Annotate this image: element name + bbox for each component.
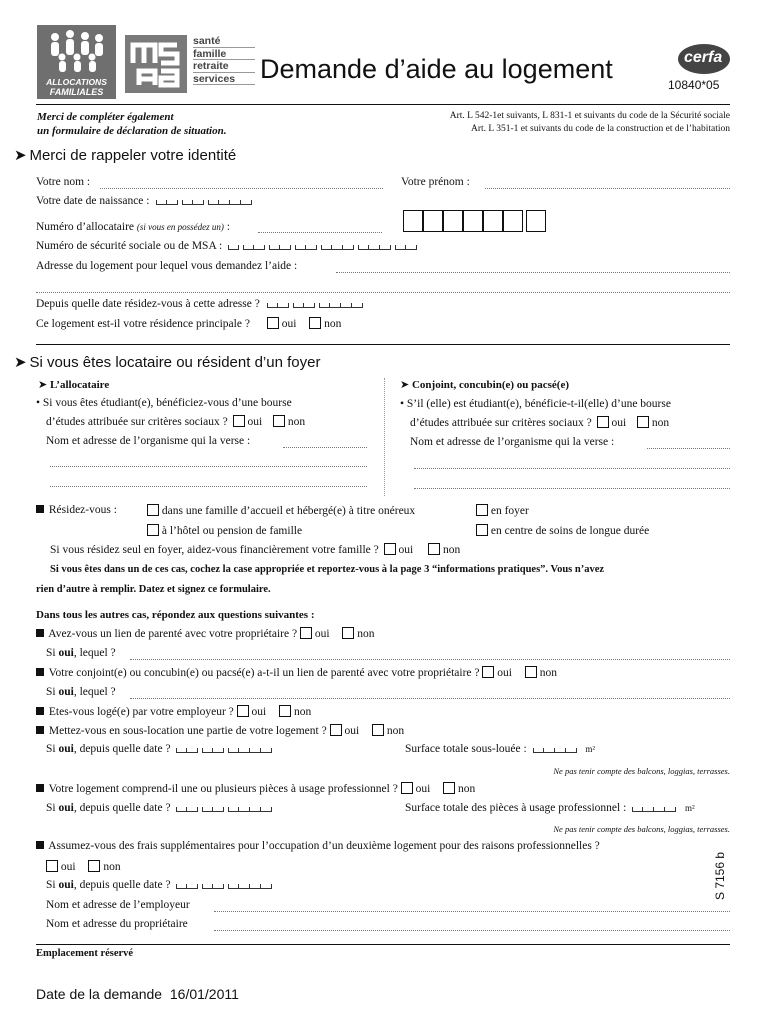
msa-letters-icon (125, 35, 187, 93)
bourse-non-checkbox[interactable] (273, 415, 285, 427)
depuis-label: Depuis quelle date résidez-vous à cette adresse ? (36, 298, 363, 311)
secu-label: Numéro de sécurité sociale ou de MSA : (36, 240, 417, 253)
nom-proprietaire-label: Nom et adresse du propriétaire (46, 918, 188, 930)
bullet-square-icon (36, 726, 44, 734)
caf-logo-text: FAMILIALES (49, 87, 104, 97)
parente-lequel-field[interactable] (130, 659, 730, 660)
note-line: Merci de compléter également (37, 111, 174, 123)
arrow-right-icon: ➤ (14, 353, 27, 371)
adresse-label: Adresse du logement pour lequel vous demandez l’aide : (36, 260, 298, 272)
conjoint-bourse-oui-checkbox[interactable] (597, 416, 609, 428)
q-parente: Avez-vous un lien de parenté avec votre propriétaire ? oui non (36, 627, 375, 640)
pro-date: Si oui, depuis quelle date ? (46, 802, 272, 815)
parente-lequel: Si oui, lequel ? (46, 647, 116, 659)
divider (36, 104, 730, 105)
q-pro: Votre logement comprend-il une ou plusieurs pièces à usage professionnel ? oui non (36, 782, 475, 795)
organisme-field-3[interactable] (50, 486, 367, 487)
conjoint-lequel-field[interactable] (130, 698, 730, 699)
adresse-field[interactable] (336, 272, 730, 273)
instruction-bold: rien d’autre à remplir. Datez et signez ce formulaire. (36, 584, 271, 595)
conjoint-bourse-question: • S’il (elle) est étudiant(e), bénéficie-t-il(elle) d’une bourse (400, 398, 671, 410)
nom-label: Votre nom : (36, 176, 91, 188)
surface-pro-field[interactable] (632, 803, 676, 815)
principale-row: Ce logement est-il votre résidence principale ? oui non (36, 318, 342, 330)
column-divider (384, 378, 385, 496)
allocataire-label: Numéro d’allocataire (si vous en possédez un) : (36, 221, 230, 233)
emplacement-reserve: Emplacement réservé (36, 948, 134, 959)
pro-non-checkbox[interactable] (443, 782, 455, 794)
frais-non-checkbox[interactable] (88, 860, 100, 872)
bourse-question-2: d’études attribuée sur critères sociaux ? oui non (46, 416, 306, 428)
section-heading-identity: ➤ Merci de rappeler votre identité (14, 146, 237, 164)
cerfa-number: 10840*05 (668, 78, 720, 92)
instruction-bold: Si vous êtes dans un de ces cas, cochez la case appropriée et reportez-vous à la page 3 “informations pratiques”. Vous n’avez (50, 564, 605, 575)
note-balcons: Ne pas tenir compte des balcons, loggias, terrasses. (553, 824, 730, 834)
souslocation-date-field[interactable] (176, 744, 272, 756)
divider (36, 344, 730, 345)
organisme-field[interactable] (283, 447, 367, 448)
q-frais: Assumez-vous des frais supplémentaires pour l’occupation d’un deuxième logement pour des raisons professionnelles ? (36, 840, 600, 852)
foyer-checkbox[interactable] (476, 504, 488, 516)
pro-date-field[interactable] (176, 803, 272, 815)
form-code: S 7156 b (713, 851, 727, 900)
allocataire-dots (258, 232, 382, 233)
seul-foyer-oui-checkbox[interactable] (384, 543, 396, 555)
bullet-square-icon (36, 629, 44, 637)
opt-famille: dans une famille d’accueil et hébergé(e) à titre onéreux (147, 504, 415, 517)
depuis-date-field[interactable] (267, 299, 363, 311)
section-heading-locataire: ➤ Si vous êtes locataire ou résident d’un foyer (14, 353, 321, 371)
bourse-oui-checkbox[interactable] (233, 415, 245, 427)
employeur-non-checkbox[interactable] (279, 705, 291, 717)
bullet-square-icon (36, 668, 44, 676)
note-balcons: Ne pas tenir compte des balcons, loggias, terrasses. (553, 766, 730, 776)
conjoint-lequel: Si oui, lequel ? (46, 686, 116, 698)
soins-checkbox[interactable] (476, 524, 488, 536)
seul-foyer-row: Si vous résidez seul en foyer, aidez-vous financièrement votre famille ? oui non (50, 544, 461, 556)
conjoint-bourse-question-2: d’études attribuée sur critères sociaux ? oui non (410, 417, 670, 429)
q-souslocation: Mettez-vous en sous-location une partie de votre logement ? oui non (36, 724, 404, 737)
bourse-question: • Si vous êtes étudiant(e), bénéficiez-vous d’une bourse (36, 397, 292, 409)
bullet-square-icon (36, 707, 44, 715)
prenom-label: Votre prénom : (401, 176, 470, 188)
organisme-label: Nom et adresse de l’organisme qui la verse : (46, 435, 251, 447)
caf-logo-text: ALLOCATIONS (46, 77, 107, 87)
autres-cas-heading: Dans tous les autres cas, répondez aux questions suivantes : (36, 609, 315, 621)
msa-word: santé (193, 35, 255, 48)
famille-accueil-checkbox[interactable] (147, 504, 159, 516)
legal-ref: Art. L 542-1et suivants, L 831-1 et suivants du code de la Sécurité sociale (449, 111, 730, 121)
date-demande: Date de la demande 16/01/2011 (36, 986, 239, 1002)
secu-field[interactable] (228, 241, 417, 253)
conjoint-heading: ➤ Conjoint, concubin(e) ou pacsé(e) (400, 378, 570, 391)
legal-ref: Art. L 351-1 et suivants du code de la construction et de l’habitation (471, 124, 730, 134)
arrow-right-icon: ➤ (38, 378, 48, 391)
q-employeur: Etes-vous logé(e) par votre employeur ? oui non (36, 705, 311, 718)
page-title: Demande d’aide au logement (260, 54, 613, 84)
nom-employeur-label: Nom et adresse de l’employeur (46, 899, 190, 911)
arrow-right-icon: ➤ (14, 146, 27, 164)
conjoint-organisme-field-2[interactable] (414, 468, 730, 469)
seul-foyer-non-checkbox[interactable] (428, 543, 440, 555)
arrow-right-icon: ➤ (400, 378, 410, 391)
frais-date: Si oui, depuis quelle date ? (46, 879, 272, 892)
cerfa-logo: cerfa (678, 44, 730, 74)
note-line: un formulaire de déclaration de situation. (37, 125, 227, 137)
msa-word: services (193, 73, 255, 86)
prenom-field[interactable] (485, 188, 730, 189)
msa-words (193, 35, 255, 85)
surface-souslouee-field[interactable] (533, 744, 577, 756)
employeur-oui-checkbox[interactable] (237, 705, 249, 717)
msa-word: famille (193, 48, 255, 61)
opt-soins: en centre de soins de longue durée (476, 524, 649, 537)
nom-employeur-field[interactable] (214, 911, 730, 912)
organisme-field-2[interactable] (50, 466, 367, 467)
opt-hotel: à l’hôtel ou pension de famille (147, 524, 302, 537)
frais-options: oui non (46, 860, 121, 873)
pro-oui-checkbox[interactable] (401, 782, 413, 794)
divider (36, 944, 730, 945)
parente-non-checkbox[interactable] (342, 627, 354, 639)
birthdate-field[interactable] (156, 196, 252, 208)
caf-logo (37, 25, 116, 99)
residez-label: Résidez-vous : (36, 504, 117, 516)
souslocation-oui-checkbox[interactable] (330, 724, 342, 736)
surface-pro: Surface totale des pièces à usage professionnel : m² (405, 802, 695, 814)
principale-oui-checkbox[interactable] (267, 317, 279, 329)
bullet-square-icon (36, 841, 44, 849)
souslocation-non-checkbox[interactable] (372, 724, 384, 736)
conjoint-bourse-non-checkbox[interactable] (637, 416, 649, 428)
naissance-label: Votre date de naissance : (36, 195, 252, 208)
surface-souslouee: Surface totale sous-louée : m² (405, 743, 596, 755)
nom-proprietaire-field[interactable] (214, 930, 730, 931)
conjoint-parente-oui-checkbox[interactable] (482, 666, 494, 678)
hotel-checkbox[interactable] (147, 524, 159, 536)
msa-word: retraite (193, 60, 255, 73)
conjoint-organisme-label: Nom et adresse de l’organisme qui la verse : (410, 436, 615, 448)
conjoint-organisme-field-3[interactable] (414, 488, 730, 489)
nom-field[interactable] (100, 188, 383, 189)
frais-oui-checkbox[interactable] (46, 860, 58, 872)
bullet-square-icon (36, 784, 44, 792)
adresse-field-2[interactable] (36, 292, 730, 293)
allocataire-heading: ➤ L’allocataire (38, 378, 110, 391)
conjoint-parente-non-checkbox[interactable] (525, 666, 537, 678)
principale-non-checkbox[interactable] (309, 317, 321, 329)
frais-date-field[interactable] (176, 880, 272, 892)
family-figures-icon (37, 27, 116, 77)
conjoint-organisme-field[interactable] (647, 448, 730, 449)
souslocation-date: Si oui, depuis quelle date ? (46, 743, 272, 756)
bullet-square-icon (36, 505, 44, 513)
msa-logo (125, 35, 187, 93)
opt-foyer: en foyer (476, 504, 529, 517)
q-conjoint: Votre conjoint(e) ou concubin(e) ou pacsé(e) a-t-il un lien de parenté avec votre propriétaire ? oui non (36, 666, 557, 679)
parente-oui-checkbox[interactable] (300, 627, 312, 639)
